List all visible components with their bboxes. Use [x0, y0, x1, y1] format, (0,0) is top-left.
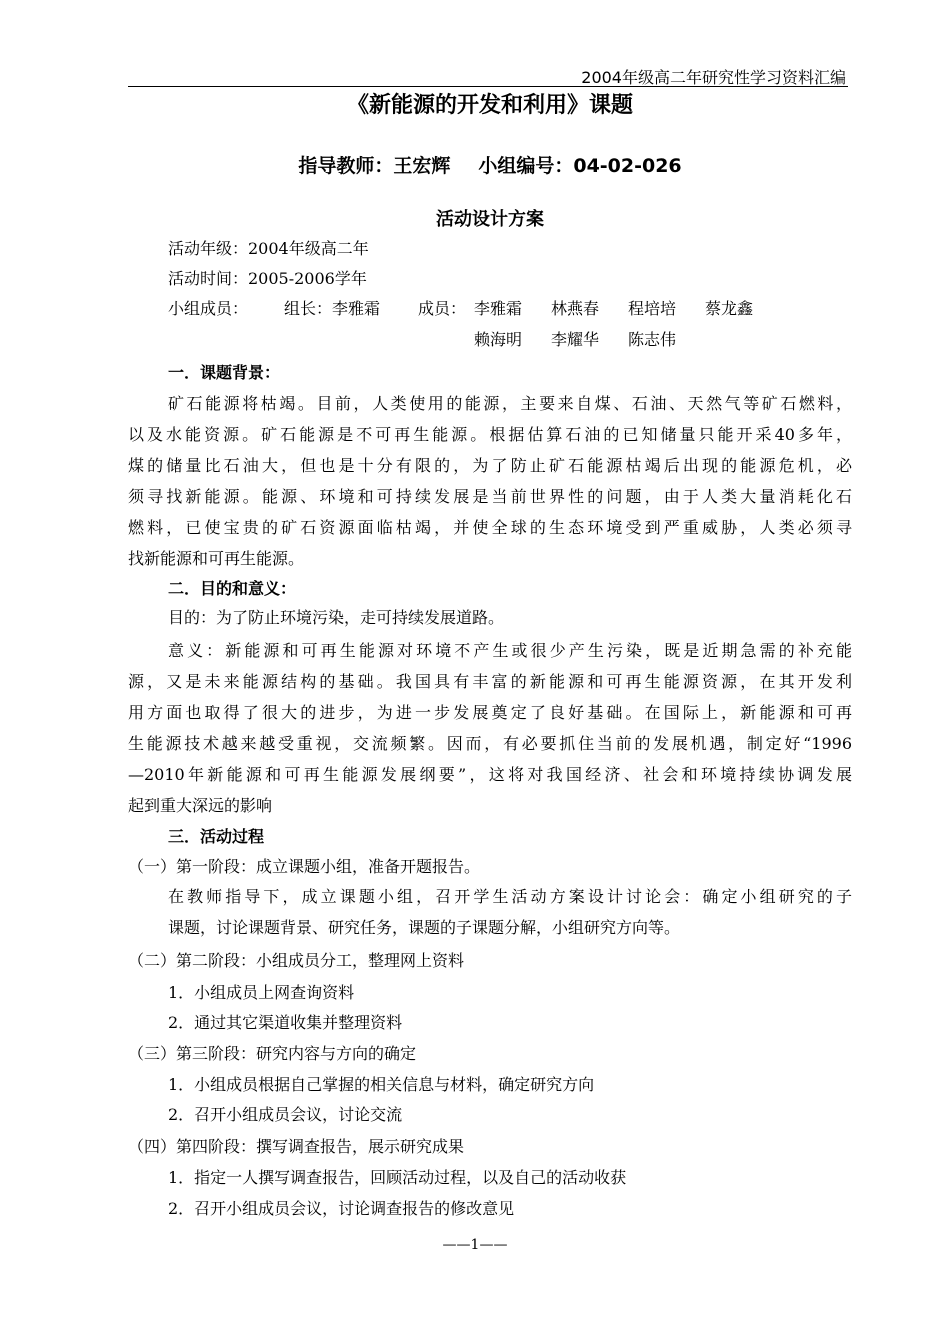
paragraph-line: 起到重大深远的影响: [128, 796, 273, 815]
paragraph-line: 生能源技术越来越受重视，交流频繁。因而，有必要抓住当前的发展机遇，制定好“1996: [128, 734, 852, 753]
paragraph-line: 课题，讨论课题背景、研究任务，课题的子课题分解，小组研究方向等。: [168, 918, 681, 937]
paragraph-line: 意义：新能源和可再生能源对环境不产生或很少产生污染，既是近期急需的补充能: [168, 641, 852, 660]
background-heading: 一．课题背景：: [168, 363, 281, 382]
paragraph-line: 源，又是未来能源结构的基础。我国具有丰富的新能源和可再生能源资源，在其开发利: [128, 672, 852, 691]
paragraph-line: 用方面也取得了很大的进步，为进一步发展奠定了良好基础。在国际上，新能源和可再: [128, 703, 852, 722]
document-title: 《新能源的开发和利用》课题: [346, 93, 633, 118]
paragraph-line: 在教师指导下，成立课题小组，召开学生活动方案设计讨论会：确定小组研究的子: [168, 887, 852, 906]
stage-4-title: （四）第四阶段：撰写调查报告，展示研究成果: [128, 1137, 465, 1156]
purpose-heading: 二．目的和意义：: [168, 579, 297, 598]
member-name: 蔡龙鑫: [705, 299, 754, 318]
paragraph-line: 找新能源和可再生能源。: [128, 549, 305, 568]
process-heading: 三．活动过程: [168, 827, 265, 846]
running-header: 2004年级高二年研究性学习资料汇编: [581, 68, 846, 87]
members-prefix: 成员：: [418, 299, 467, 318]
significance-paragraph: [128, 635, 852, 821]
teacher-label: 指导教师：王宏辉: [298, 155, 451, 177]
stage-4-item: 2．召开小组成员会议，讨论调查报告的修改意见: [168, 1199, 515, 1218]
purpose-goal: 目的：为了防止环境污染，走可持续发展道路。: [168, 608, 505, 627]
group-number: 小组编号：04-02-026: [478, 155, 682, 177]
stage-3-title: （三）第三阶段：研究内容与方向的确定: [128, 1044, 417, 1063]
paragraph-line: 矿石能源将枯竭。目前，人类使用的能源，主要来自煤、石油、天然气等矿石燃料，: [168, 394, 852, 413]
stage-2-item: 2．通过其它渠道收集并整理资料: [168, 1013, 403, 1032]
member-name: 程培培: [628, 299, 677, 318]
group-leader: 组长：李雅霜: [284, 299, 381, 318]
page-number: ——1——: [442, 1237, 508, 1253]
stage-3-item: 1．小组成员根据自己掌握的相关信息与材料，确定研究方向: [168, 1075, 595, 1094]
stage-2-item: 1．小组成员上网查询资料: [168, 983, 355, 1002]
stage-1-title: （一）第一阶段：成立课题小组，准备开题报告。: [128, 857, 481, 876]
member-name: 林燕春: [551, 299, 600, 318]
activity-time: 活动时间：2005-2006学年: [168, 269, 367, 288]
stage-2-title: （二）第二阶段：小组成员分工，整理网上资料: [128, 951, 465, 970]
stage-4-item: 1．指定一人撰写调查报告，回顾活动过程，以及自己的活动收获: [168, 1168, 627, 1187]
member-name: 陈志伟: [628, 330, 677, 349]
members-label: 小组成员：: [168, 299, 249, 318]
member-name: 赖海明: [474, 330, 523, 349]
document-subtitle: [0, 153, 950, 179]
activity-grade: 活动年级：2004年级高二年: [168, 239, 369, 258]
stage-1-paragraph: [168, 881, 852, 943]
stage-3-item: 2．召开小组成员会议，讨论交流: [168, 1105, 403, 1124]
paragraph-line: —2010年新能源和可再生能源发展纲要”，这将对我国经济、社会和环境持续协调发展: [128, 765, 852, 784]
member-name: 李雅霜: [474, 299, 523, 318]
member-name: 李耀华: [551, 330, 600, 349]
section-title: 活动设计方案: [436, 209, 544, 230]
paragraph-line: 须寻找新能源。能源、环境和可持续发展是当前世界性的问题，由于人类大量消耗化石: [128, 487, 852, 506]
paragraph-line: 煤的储量比石油大，但也是十分有限的，为了防止矿石能源枯竭后出现的能源危机，必: [128, 456, 852, 475]
paragraph-line: 以及水能资源。矿石能源是不可再生能源。根据估算石油的已知储量只能开采40多年，: [128, 425, 852, 444]
header-rule: [128, 86, 848, 87]
background-paragraph: [128, 388, 852, 574]
paragraph-line: 燃料，已使宝贵的矿石资源面临枯竭，并使全球的生态环境受到严重威胁，人类必须寻: [128, 518, 852, 537]
